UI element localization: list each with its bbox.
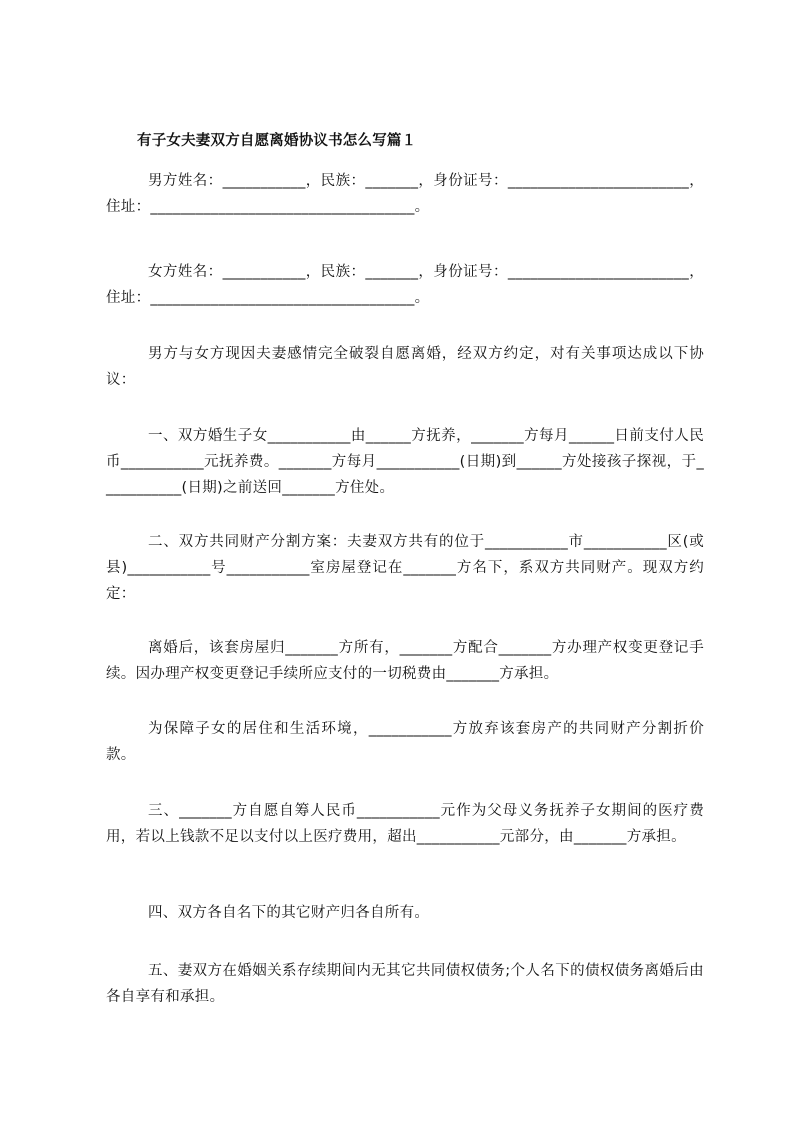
paragraph-clause-2: 二、双方共同财产分割方案：夫妻双方共有的位于___________市___________区(或县)___________号___________室房屋登记在_______方名下，系双方共同财产。现双方约定： — [106, 534, 704, 602]
paragraph-clause-3: 三、_______方自愿自筹人民币___________元作为父母义务抚养子女期间的医疗费用，若以上钱款不足以支付以上医疗费用，超出___________元部分，由_______方承担。 — [106, 803, 704, 845]
paragraph-intro: 男方与女方现因夫妻感情完全破裂自愿离婚，经双方约定，对有关事项达成以下协议： — [106, 346, 704, 388]
paragraph-clause-1: 一、双方婚生子女___________由______方抚养，_______方每月______日前支付人民币___________元抚养费。_______方每月___________(日期)到______方处接孩子探视，于___________(日期)之前送回_______方住处。 — [106, 428, 704, 496]
paragraph-male-info: 男方姓名：___________，民族：_______，身份证号：________________________，住址：___________________________________。 — [106, 173, 704, 215]
paragraph-child-residence: 为保障子女的居住和生活环境，___________方放弃该套房产的共同财产分割折价款。 — [106, 721, 704, 763]
document-title: 有子女夫妻双方自愿离婚协议书怎么写篇１ — [137, 133, 417, 149]
paragraph-female-info: 女方姓名：___________，民族：_______，身份证号：________________________，住址：___________________________________。 — [106, 264, 704, 306]
paragraph-clause-4: 四、双方各自名下的其它财产归各自所有。 — [148, 905, 430, 921]
paragraph-clause-5: 五、妻双方在婚姻关系存续期间内无其它共同债权债务;个人名下的债权债务离婚后由各自享有和承担。 — [106, 963, 704, 1005]
paragraph-house-ownership: 离婚后，该套房屋归_______方所有，_______方配合_______方办理产权变更登记手续。因办理产权变更登记手续所应支付的一切税费由_______方承担。 — [106, 640, 704, 682]
